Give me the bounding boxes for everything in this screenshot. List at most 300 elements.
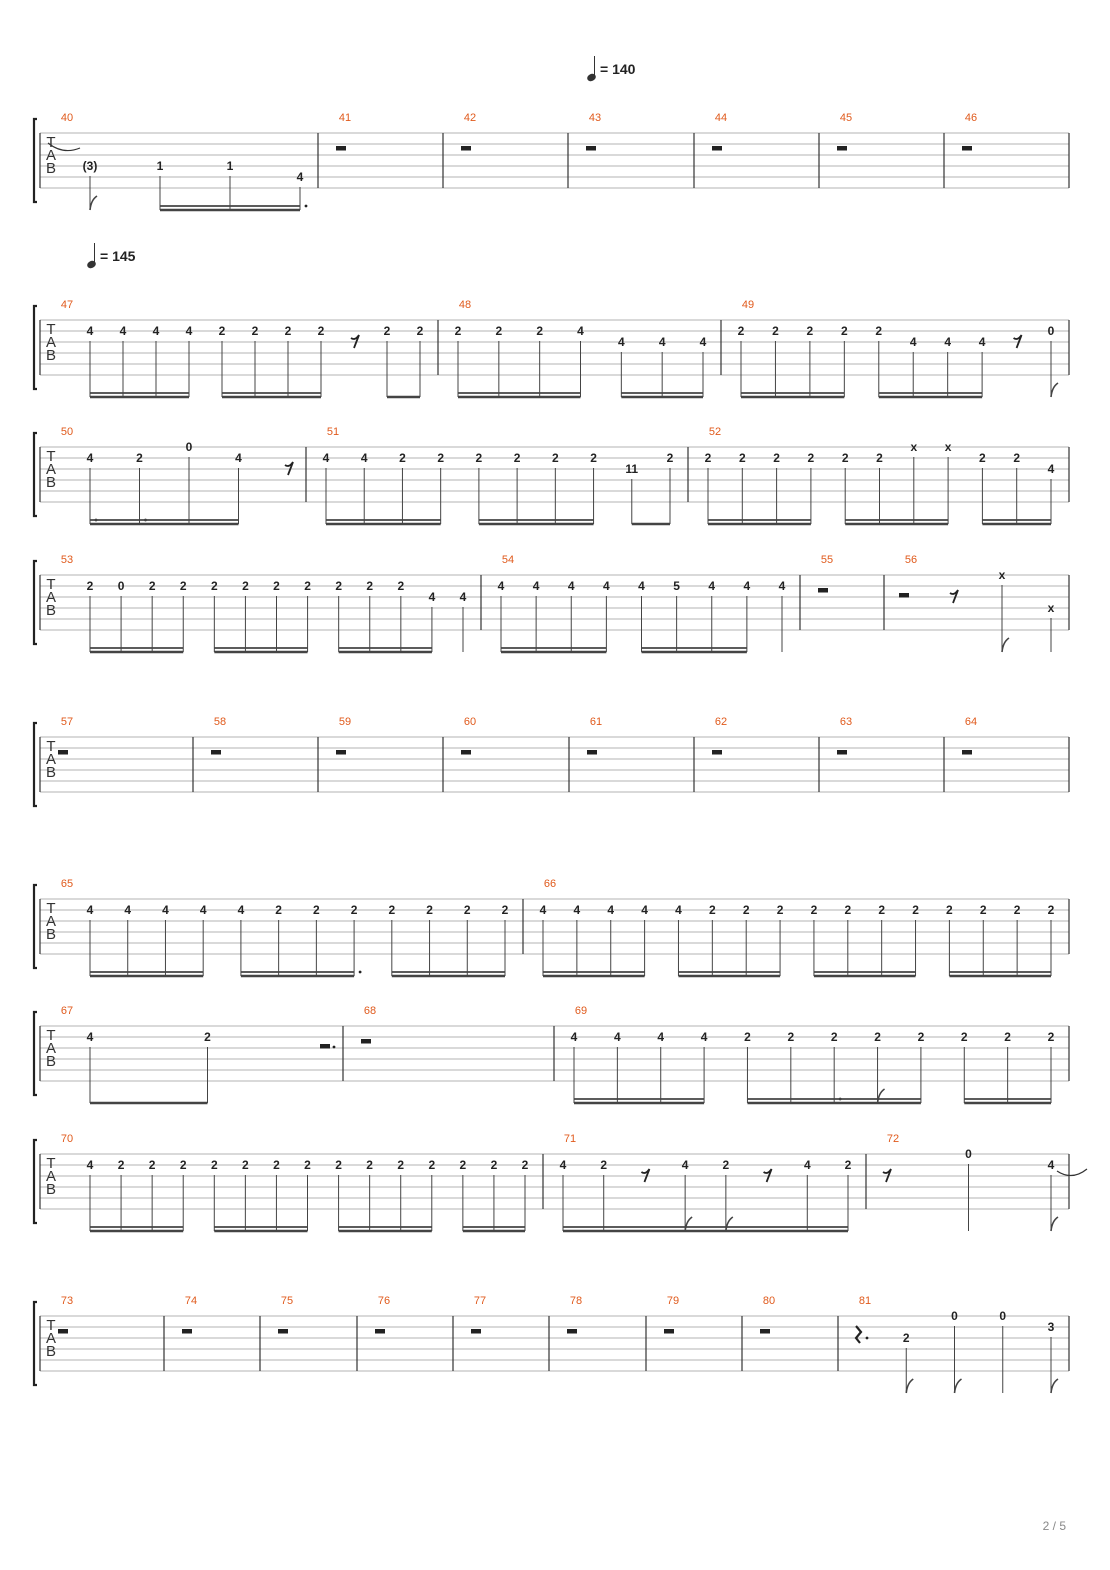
fret-number: 2 [437,451,445,465]
fret-number: 2 [490,1158,498,1172]
dead-note: x [910,440,918,454]
eighth-rest-icon [285,462,293,475]
dead-note: x [1047,601,1055,615]
fret-number: 2 [876,451,883,465]
fret-number: 4 [322,451,330,465]
fret-number: 4 [778,579,786,593]
fret-number: 2 [708,903,716,917]
fret-number: 2 [179,1158,187,1172]
fret-number: 2 [666,451,674,465]
fret-number: 2 [210,1158,218,1172]
tab-clef-letter: T [46,738,56,755]
system-bracket [34,1012,37,1095]
tab-system-9 [34,1295,1069,1393]
fret-number: 4 [459,590,467,604]
half-rest-icon [899,593,909,598]
fret-number: 5 [673,579,680,593]
fret-number: 2 [742,903,750,917]
note-flag-icon [906,1379,913,1393]
fret-number: 2 [335,1158,342,1172]
fret-number: 2 [744,1030,751,1044]
fret-number: 4 [86,1030,94,1044]
fret-number: 2 [273,1158,280,1172]
measure-number: 61 [589,716,603,728]
fret-number: 4 [428,590,436,604]
fret-number: 4 [638,579,645,593]
tab-clef-letter: A [45,589,57,606]
measure-47 [61,299,424,397]
whole-rest-icon [58,750,68,755]
tab-clef-letter: A [45,913,57,930]
measure-number: 47 [60,299,74,311]
fret-number: 2 [210,579,218,593]
measure-number: 68 [363,1005,377,1017]
measure-number: 46 [964,112,978,124]
fret-number: 2 [840,324,848,338]
tab-clef-letter: A [45,334,57,351]
system-bracket [34,723,37,806]
fret-number: 4 [658,335,666,349]
dot-icon [305,205,308,208]
measure-52 [705,426,1055,524]
tab-clef-letter: B [45,1343,57,1360]
measure-78 [567,1295,582,1334]
fret-number: 2 [399,451,406,465]
fret-number: 2 [902,1331,910,1345]
measure-57 [58,716,73,755]
fret-number: 2 [242,1158,249,1172]
tab-clef-letter: B [45,347,57,364]
fret-number: 2 [917,1030,925,1044]
tab-clef-letter: A [45,751,57,768]
whole-rest-icon [586,146,596,151]
fret-number: 4 [699,335,707,349]
whole-rest-icon [471,1329,481,1334]
tab-clef-letter: T [46,900,56,917]
fret-number: 4 [199,903,207,917]
fret-number: 4 [86,1158,94,1172]
note-flag-icon [90,196,97,210]
fret-number: 11 [625,462,639,476]
whole-rest-icon [182,1329,192,1334]
fret-number: 2 [275,903,282,917]
measure-number: 70 [60,1133,74,1145]
whole-rest-icon [837,750,847,755]
fret-number: 2 [806,324,814,338]
fret-number: 2 [773,451,780,465]
measure-number: 77 [473,1295,487,1307]
tab-clef-letter: B [45,474,57,491]
measure-number: 76 [377,1295,391,1307]
fret-number: 2 [428,1158,436,1172]
fret-number: 2 [960,1030,968,1044]
tab-clef-letter: T [46,321,56,338]
tab-clef-letter: B [45,160,57,177]
measure-51 [323,426,674,524]
measure-number: 75 [280,1295,294,1307]
measure-74 [182,1295,197,1334]
fret-number: 4 [559,1158,567,1172]
measure-70 [61,1133,529,1231]
tab-clef-letter: A [45,1168,57,1185]
measure-62 [712,716,727,755]
fret-number: 4 [497,579,505,593]
whole-rest-icon [461,146,471,151]
measure-43 [586,112,601,151]
measure-64 [962,716,977,755]
fret-number: 4 [617,335,625,349]
fret-number: 4 [237,903,245,917]
fret-number: 4 [185,324,193,338]
measure-60 [461,716,476,755]
measure-54 [498,554,786,652]
fret-number: 2 [350,903,358,917]
tab-system-3 [34,426,1069,524]
measure-65 [61,878,509,976]
measure-number: 57 [60,716,74,728]
measure-77 [471,1295,486,1334]
fret-number: 4 [657,1030,665,1044]
fret-number: 2 [878,903,886,917]
fret-number: 0 [999,1309,1007,1323]
whole-rest-icon [461,750,471,755]
whole-rest-icon [336,750,346,755]
fret-number: 4 [603,579,610,593]
note-flag-icon [685,1217,692,1231]
measure-number: 64 [964,716,978,728]
fret-number: 4 [675,903,682,917]
measure-number: 44 [714,112,728,124]
fret-number: 2 [590,451,597,465]
fret-number: 4 [152,324,160,338]
fret-number: 2 [1047,1030,1055,1044]
fret-number: 2 [830,1030,838,1044]
measure-number: 69 [574,1005,588,1017]
fret-number: 2 [1004,1030,1011,1044]
measure-number: 66 [543,878,557,890]
fret-number: 2 [1013,451,1021,465]
half-rest-icon [320,1044,330,1049]
fret-number: 2 [501,903,509,917]
fret-number: 2 [304,579,311,593]
fret-number: 4 [570,1030,578,1044]
tab-system-7 [34,1005,1069,1103]
fret-number: 4 [1047,1158,1055,1172]
measure-number: 51 [326,426,340,438]
measure-58 [211,716,226,755]
fret-number: 2 [335,579,343,593]
measure-80 [760,1295,775,1334]
whole-rest-icon [375,1329,385,1334]
measure-number: 53 [60,554,74,566]
measure-71 [560,1133,852,1231]
fret-number: 4 [86,324,94,338]
fret-number: 2 [284,324,292,338]
fret-number: 2 [454,324,462,338]
fret-number: 4 [803,1158,811,1172]
fret-number: 2 [366,1158,373,1172]
fret-number: 4 [1047,462,1055,476]
note-flag-icon [1002,638,1009,652]
whole-rest-icon [567,1329,577,1334]
measure-number: 73 [60,1295,74,1307]
fret-number: 2 [772,324,779,338]
eighth-rest-icon [351,335,359,348]
fret-number: 2 [495,324,503,338]
note-flag-icon [1051,1217,1058,1231]
fret-number: 4 [614,1030,621,1044]
fret-number: 2 [148,579,156,593]
measure-40 [45,112,307,210]
tab-system-6 [34,878,1069,976]
fret-number: 2 [521,1158,529,1172]
fret-number: 2 [426,903,433,917]
dead-note: x [944,440,952,454]
measure-49 [738,299,1058,397]
fret-number: 2 [912,903,919,917]
system-bracket [34,885,37,968]
fret-number: 4 [681,1158,689,1172]
tab-clef-letter: B [45,764,57,781]
measure-number: 41 [338,112,352,124]
system-bracket [34,433,37,516]
system-bracket [34,1140,37,1223]
fret-number: 2 [383,324,391,338]
measure-42 [461,112,476,151]
whole-rest-icon [664,1329,674,1334]
tab-clef-letter: B [45,1053,57,1070]
measure-44 [712,112,727,151]
tab-system-8 [34,1133,1087,1231]
fret-number: 2 [776,903,784,917]
fret-number: 4 [607,903,615,917]
dot-icon [333,1046,336,1049]
fret-number: 4 [909,335,917,349]
measure-46 [962,112,977,151]
measure-61 [587,716,602,755]
tab-system-2 [34,299,1069,397]
tab-clef-letter: T [46,134,56,151]
measure-number: 49 [741,299,755,311]
fret-number: 2 [738,451,746,465]
fret-number: 2 [979,451,986,465]
dot-icon [866,1337,869,1340]
note-flag-icon [1051,383,1058,397]
whole-rest-icon [278,1329,288,1334]
fret-number: 2 [513,451,521,465]
fret-number: 2 [388,903,396,917]
whole-rest-icon [712,750,722,755]
measure-number: 63 [839,716,853,728]
tab-clef-letter: T [46,1155,56,1172]
eighth-rest-icon [883,1169,891,1182]
measure-number: 79 [666,1295,680,1307]
fret-number: 2 [475,451,483,465]
fret-number: 2 [841,451,849,465]
measure-number: 58 [213,716,227,728]
fret-number: 2 [117,1158,125,1172]
fret-number: 2 [416,324,424,338]
fret-number: 2 [313,903,320,917]
fret-number: 2 [463,903,471,917]
tie-arc [1057,1169,1087,1176]
tab-clef-letter: A [45,1040,57,1057]
tab-clef-letter: T [46,1317,56,1334]
fret-number: 4 [539,903,547,917]
whole-rest-icon [837,146,847,151]
measure-79 [664,1295,679,1334]
fret-number: 2 [536,324,544,338]
measure-76 [375,1295,390,1334]
fret-number: 4 [296,170,304,184]
fret-number: 0 [117,579,125,593]
fret-number: 2 [273,579,280,593]
note-flag-icon [1051,1379,1058,1393]
fret-number: 3 [1047,1320,1055,1334]
fret-number: 4 [119,324,127,338]
measure-number: 50 [60,426,74,438]
tab-clef-letter: A [45,1330,57,1347]
measure-number: 78 [569,1295,583,1307]
fret-number: 4 [360,451,368,465]
fret-number: 2 [704,451,712,465]
tab-clef-letter: T [46,448,56,465]
fret-number: 2 [844,1158,852,1172]
tab-clef-letter: T [46,576,56,593]
fret-number: 2 [304,1158,311,1172]
fret-number: 2 [397,579,405,593]
dot-icon [359,971,362,974]
fret-number: 2 [1047,903,1055,917]
measure-number: 43 [588,112,602,124]
measure-number: 48 [458,299,472,311]
fret-number: 2 [807,451,815,465]
whole-rest-icon [962,750,972,755]
fret-number: 2 [251,324,259,338]
fret-number: 4 [978,335,986,349]
note-flag-icon [726,1217,733,1231]
measure-56 [899,554,1055,652]
fret-number: 2 [844,903,852,917]
whole-rest-icon [361,1039,371,1044]
fret-number: 1 [226,159,234,173]
measure-number: 52 [708,426,722,438]
tab-system-4 [34,554,1069,652]
fret-number: 4 [577,324,584,338]
tab-clef-letter: T [46,1027,56,1044]
whole-rest-icon [712,146,722,151]
fret-number: 2 [600,1158,608,1172]
fret-number: 4 [86,903,94,917]
fret-number: 4 [573,903,581,917]
measure-number: 74 [184,1295,198,1307]
measure-number: 72 [886,1133,900,1145]
eighth-rest-icon [1014,335,1022,348]
tempo-label: = 145 [100,248,136,264]
fret-number: 2 [874,1030,881,1044]
measure-number: 45 [839,112,853,124]
tempo-label: = 140 [600,61,636,77]
whole-rest-icon [760,1329,770,1334]
system-bracket [34,1302,37,1385]
fret-number: 2 [204,1030,211,1044]
fret-number: 0 [965,1147,972,1161]
fret-number: 4 [532,579,540,593]
fret-number: 0 [1047,324,1055,338]
measure-number: 55 [820,554,834,566]
eighth-rest-icon [950,590,958,603]
fret-number: 2 [551,451,559,465]
system-bracket [34,119,37,202]
fret-number: 4 [641,903,648,917]
fret-number: 2 [242,579,249,593]
measure-45 [837,112,852,151]
tab-clef-letter: A [45,147,57,164]
fret-number: 2 [397,1158,405,1172]
measure-73 [58,1295,73,1334]
fret-number: 4 [944,335,952,349]
measure-number: 71 [563,1133,577,1145]
tab-clef-letter: A [45,461,57,478]
whole-rest-icon [58,1329,68,1334]
fret-number: 4 [86,451,94,465]
tab-system-1 [34,112,1069,210]
tab-system-5 [34,716,1069,806]
measure-number: 62 [714,716,728,728]
fret-number: 4 [567,579,575,593]
eighth-rest-icon [641,1169,649,1182]
fret-number: 2 [810,903,818,917]
fret-number: 2 [1013,903,1021,917]
fret-number: 1 [156,159,164,173]
whole-rest-icon [818,588,828,593]
measure-number: 42 [463,112,477,124]
fret-number: 2 [179,579,187,593]
measure-75 [278,1295,293,1334]
dead-note: x [998,568,1006,582]
note-flag-icon [878,1089,885,1103]
fret-number: 4 [708,579,716,593]
measure-72 [883,1133,1087,1231]
fret-number: 4 [124,903,132,917]
measure-number: 40 [60,112,74,124]
page-number: 2 / 5 [1042,1519,1066,1533]
fret-number: 2 [737,324,745,338]
measure-number: 60 [463,716,477,728]
fret-number: 2 [136,451,143,465]
fret-number: 4 [700,1030,708,1044]
fret-number: 4 [235,451,242,465]
measure-number: 80 [762,1295,776,1307]
measure-66 [540,878,1055,976]
fret-number: 0 [185,440,193,454]
fret-number: 4 [162,903,169,917]
tab-clef-letter: B [45,926,57,943]
fret-number: 2 [459,1158,467,1172]
fret-number: 2 [979,903,987,917]
whole-rest-icon [962,146,972,151]
measure-number: 56 [904,554,918,566]
note-flag-icon [955,1379,962,1393]
measure-63 [837,716,852,755]
measure-59 [336,716,351,755]
fret-number: 2 [946,903,953,917]
fret-number: (3) [82,159,98,173]
fret-number: 2 [722,1158,730,1172]
system-bracket [34,306,37,389]
fret-number: 2 [86,579,94,593]
measure-67 [61,1005,336,1103]
